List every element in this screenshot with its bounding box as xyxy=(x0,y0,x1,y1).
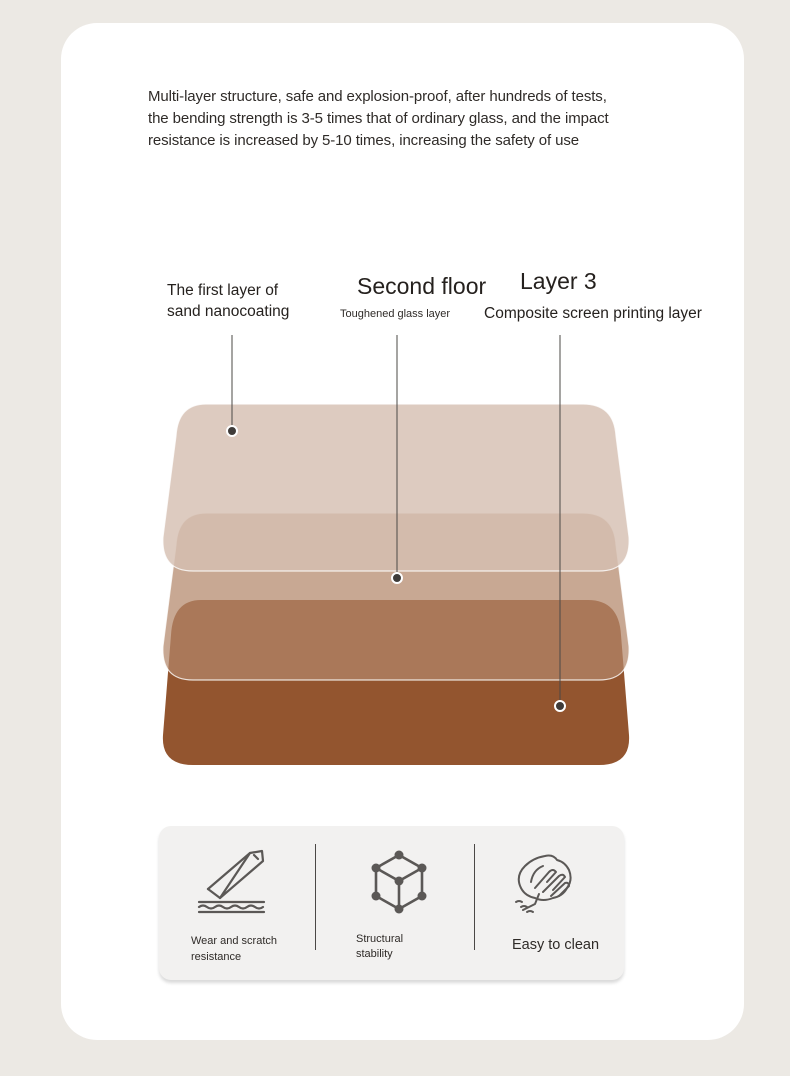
first-layer-marker xyxy=(227,426,237,436)
feature-wear-scratch xyxy=(159,826,314,980)
intro-line-2: the bending strength is 3-5 times that of ordinary glass, and the impact xyxy=(148,110,609,127)
second-layer-marker xyxy=(392,573,402,583)
feature-structural-stability xyxy=(314,826,474,980)
intro-line-3: resistance is increased by 5-10 times, increasing the safety of use xyxy=(148,132,580,149)
feature-wear-scratch-line-2: resistance xyxy=(191,951,242,963)
middle-layer-shape xyxy=(163,513,629,680)
first-layer-label-line-1: The first layer of xyxy=(167,282,279,299)
intro-description xyxy=(148,86,668,152)
third-layer-marker xyxy=(555,701,565,711)
cube-structure-icon xyxy=(370,850,428,916)
top-layer-shape xyxy=(163,404,629,571)
feature-structural-stability-line-2: stability xyxy=(356,948,393,960)
bottom-layer-shape xyxy=(163,600,629,765)
first-layer-label xyxy=(167,280,327,322)
feature-easy-clean-label: Easy to clean xyxy=(512,937,600,953)
feature-structural-stability-line-1: Structural xyxy=(356,933,404,945)
wiping-hand-icon xyxy=(513,852,581,916)
intro-line-1: Multi-layer structure, safe and explosion-proof, after hundreds of tests, xyxy=(148,88,607,105)
feature-panel xyxy=(159,826,624,980)
second-layer-subtitle: Toughened glass layer xyxy=(340,308,451,320)
second-layer-title: Second floor xyxy=(357,273,487,299)
feature-wear-scratch-label xyxy=(191,933,311,965)
third-layer-title: Layer 3 xyxy=(520,268,597,294)
third-layer-subtitle: Composite screen printing layer xyxy=(484,305,702,322)
feature-wear-scratch-line-1: Wear and scratch xyxy=(191,935,278,947)
scratch-blade-icon xyxy=(196,848,272,920)
feature-structural-stability-label xyxy=(356,932,466,962)
feature-easy-clean xyxy=(474,826,624,980)
first-layer-label-line-2: sand nanocoating xyxy=(167,303,290,320)
product-card xyxy=(61,23,744,1040)
